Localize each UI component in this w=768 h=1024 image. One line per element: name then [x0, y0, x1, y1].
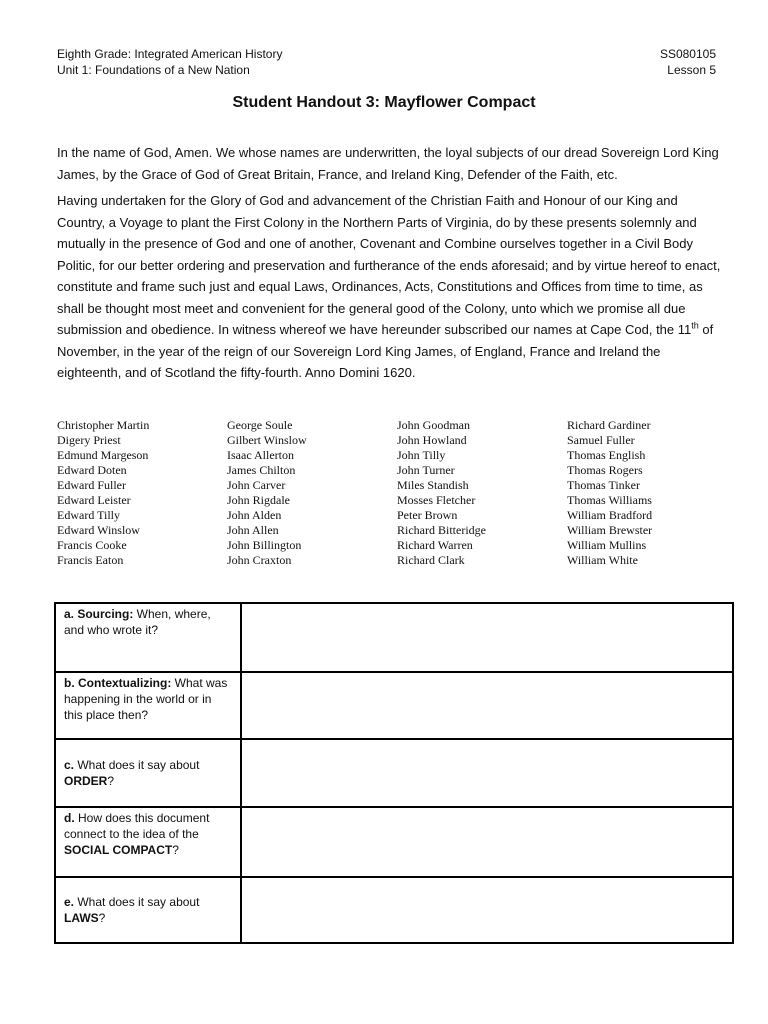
question-text: What does it say about — [74, 895, 200, 909]
signer-name: William Bradford — [567, 508, 653, 522]
question-suffix: ? — [98, 911, 106, 925]
unit-title: Unit 1: Foundations of a New Nation — [57, 63, 250, 77]
compact-paragraph-2 — [57, 190, 721, 384]
page-title: Student Handout 3: Mayflower Compact — [232, 94, 536, 111]
signer-name: Edward Winslow — [57, 523, 140, 537]
signer-name: John Craxton — [227, 553, 292, 567]
answer-cell[interactable] — [241, 739, 733, 807]
answer-cell[interactable] — [241, 603, 733, 672]
signers-list — [57, 418, 737, 568]
signers-column — [397, 418, 567, 568]
signer-name: Christopher Martin — [57, 418, 150, 432]
paragraph-2-text: Having undertaken for the Glory of God and advancement of the Christian Faith and Honour of our King and Country, a Voyage to plant the First Colony in the Northern Parts of Virginia, do by these presents solemnly and mutually in the presence of God and one of another, Covenant and Combine ourselves together in a Civil Body Politic, for our better ordering and preservation and furtherance of the ends aforesaid; and by virtue hereof to enact, constitute and frame such just and equal Laws, Ordinances, Acts, Constitutions and Offices from time to time, as shall be thought most meet and convenient for the general good of the Colony, unto which we promise all due submission and obedience. In witness whereof we have hereunder subscribed our names at Cape Cod, the 11 — [57, 193, 721, 337]
signers-column — [57, 418, 227, 568]
question-keyword: SOCIAL COMPACT — [64, 843, 173, 857]
question-prefix: a. Sourcing: — [64, 607, 134, 621]
signer-name: Richard Clark — [397, 553, 465, 567]
signer-name: Thomas Tinker — [567, 478, 641, 492]
question-prefix: e. — [64, 895, 75, 909]
signer-name: Richard Warren — [397, 538, 473, 552]
question-prefix: c. — [64, 758, 75, 772]
signer-name: John Billington — [227, 538, 302, 552]
question-row-order — [55, 739, 733, 807]
signer-name: John Turner — [397, 463, 455, 477]
ordinal-suffix: th — [691, 320, 699, 331]
question-row-sourcing — [55, 603, 733, 672]
signer-name: Peter Brown — [397, 508, 458, 522]
signer-name: Edward Tilly — [57, 508, 121, 522]
signer-name: Miles Standish — [397, 478, 469, 492]
course-code: SS080105 — [659, 47, 716, 61]
signer-name: Isaac Allerton — [227, 448, 294, 462]
question-row-laws — [55, 877, 733, 943]
signer-name: Thomas Rogers — [567, 463, 643, 477]
signer-name: William White — [567, 553, 638, 567]
signer-name: William Mullins — [567, 538, 647, 552]
signer-name: Richard Gardiner — [567, 418, 651, 432]
signer-name: Edward Leister — [57, 493, 131, 507]
signer-name: Francis Eaton — [57, 553, 124, 567]
question-text: When, where, and who wrote it? — [64, 607, 211, 637]
page-header — [57, 46, 716, 78]
signer-name: John Carver — [227, 478, 286, 492]
answer-cell[interactable] — [241, 807, 733, 877]
signer-name: William Brewster — [567, 523, 653, 537]
signer-name: John Howland — [397, 433, 467, 447]
signer-name: Edmund Margeson — [57, 448, 149, 462]
question-prefix: b. Contextualizing: — [64, 676, 172, 690]
question-text: What was happening in the world or in this place then? — [64, 676, 228, 722]
signer-name: John Rigdale — [227, 493, 290, 507]
signer-name: James Chilton — [227, 463, 296, 477]
question-keyword: ORDER — [64, 774, 108, 788]
signer-name: Gilbert Winslow — [227, 433, 307, 447]
question-keyword: LAWS — [64, 911, 99, 925]
signer-name: Edward Fuller — [57, 478, 126, 492]
signer-name: Mosses Fletcher — [397, 493, 476, 507]
lesson-number: Lesson 5 — [667, 63, 716, 77]
compact-paragraph-1: In the name of God, Amen. We whose names are underwritten, the loyal subjects of our dread Sovereign Lord King James, by the Grace of God of Great Britain, France, and Ireland King, Defender of the Faith, etc. — [57, 145, 719, 182]
signer-name: Thomas Williams — [567, 493, 652, 507]
question-label — [55, 739, 241, 807]
question-label — [55, 807, 241, 877]
question-text: How does this document connect to the idea of the — [64, 811, 210, 841]
analysis-table — [54, 602, 734, 944]
answer-cell[interactable] — [241, 877, 733, 943]
signer-name: John Alden — [227, 508, 282, 522]
signer-name: John Allen — [227, 523, 279, 537]
signer-name: Francis Cooke — [57, 538, 127, 552]
signers-column — [567, 418, 737, 568]
signer-name: George Soule — [227, 418, 293, 432]
question-suffix: ? — [107, 774, 115, 788]
question-row-social-compact — [55, 807, 733, 877]
question-suffix: ? — [172, 843, 179, 857]
question-label — [55, 603, 241, 672]
signer-name: Digery Priest — [57, 433, 121, 447]
signers-column — [227, 418, 397, 568]
question-prefix: d. — [64, 811, 75, 825]
signer-name: Thomas English — [567, 448, 646, 462]
paragraph-2-text-end: of November, in the year of the reign of our Sovereign Lord King James, of England, France and Ireland the eighteenth, and of Scotland the fifty-fourth. Anno Domini 1620. — [57, 322, 714, 380]
signer-name: John Tilly — [397, 448, 446, 462]
question-row-contextualizing — [55, 672, 733, 739]
signer-name: Samuel Fuller — [567, 433, 635, 447]
signer-name: Richard Bitteridge — [397, 523, 486, 537]
signer-name: Edward Doten — [57, 463, 127, 477]
question-label — [55, 672, 241, 739]
signer-name: John Goodman — [397, 418, 470, 432]
question-label — [55, 877, 241, 943]
question-text: What does it say about — [74, 758, 200, 772]
answer-cell[interactable] — [241, 672, 733, 739]
course-title: Eighth Grade: Integrated American History — [57, 47, 283, 61]
